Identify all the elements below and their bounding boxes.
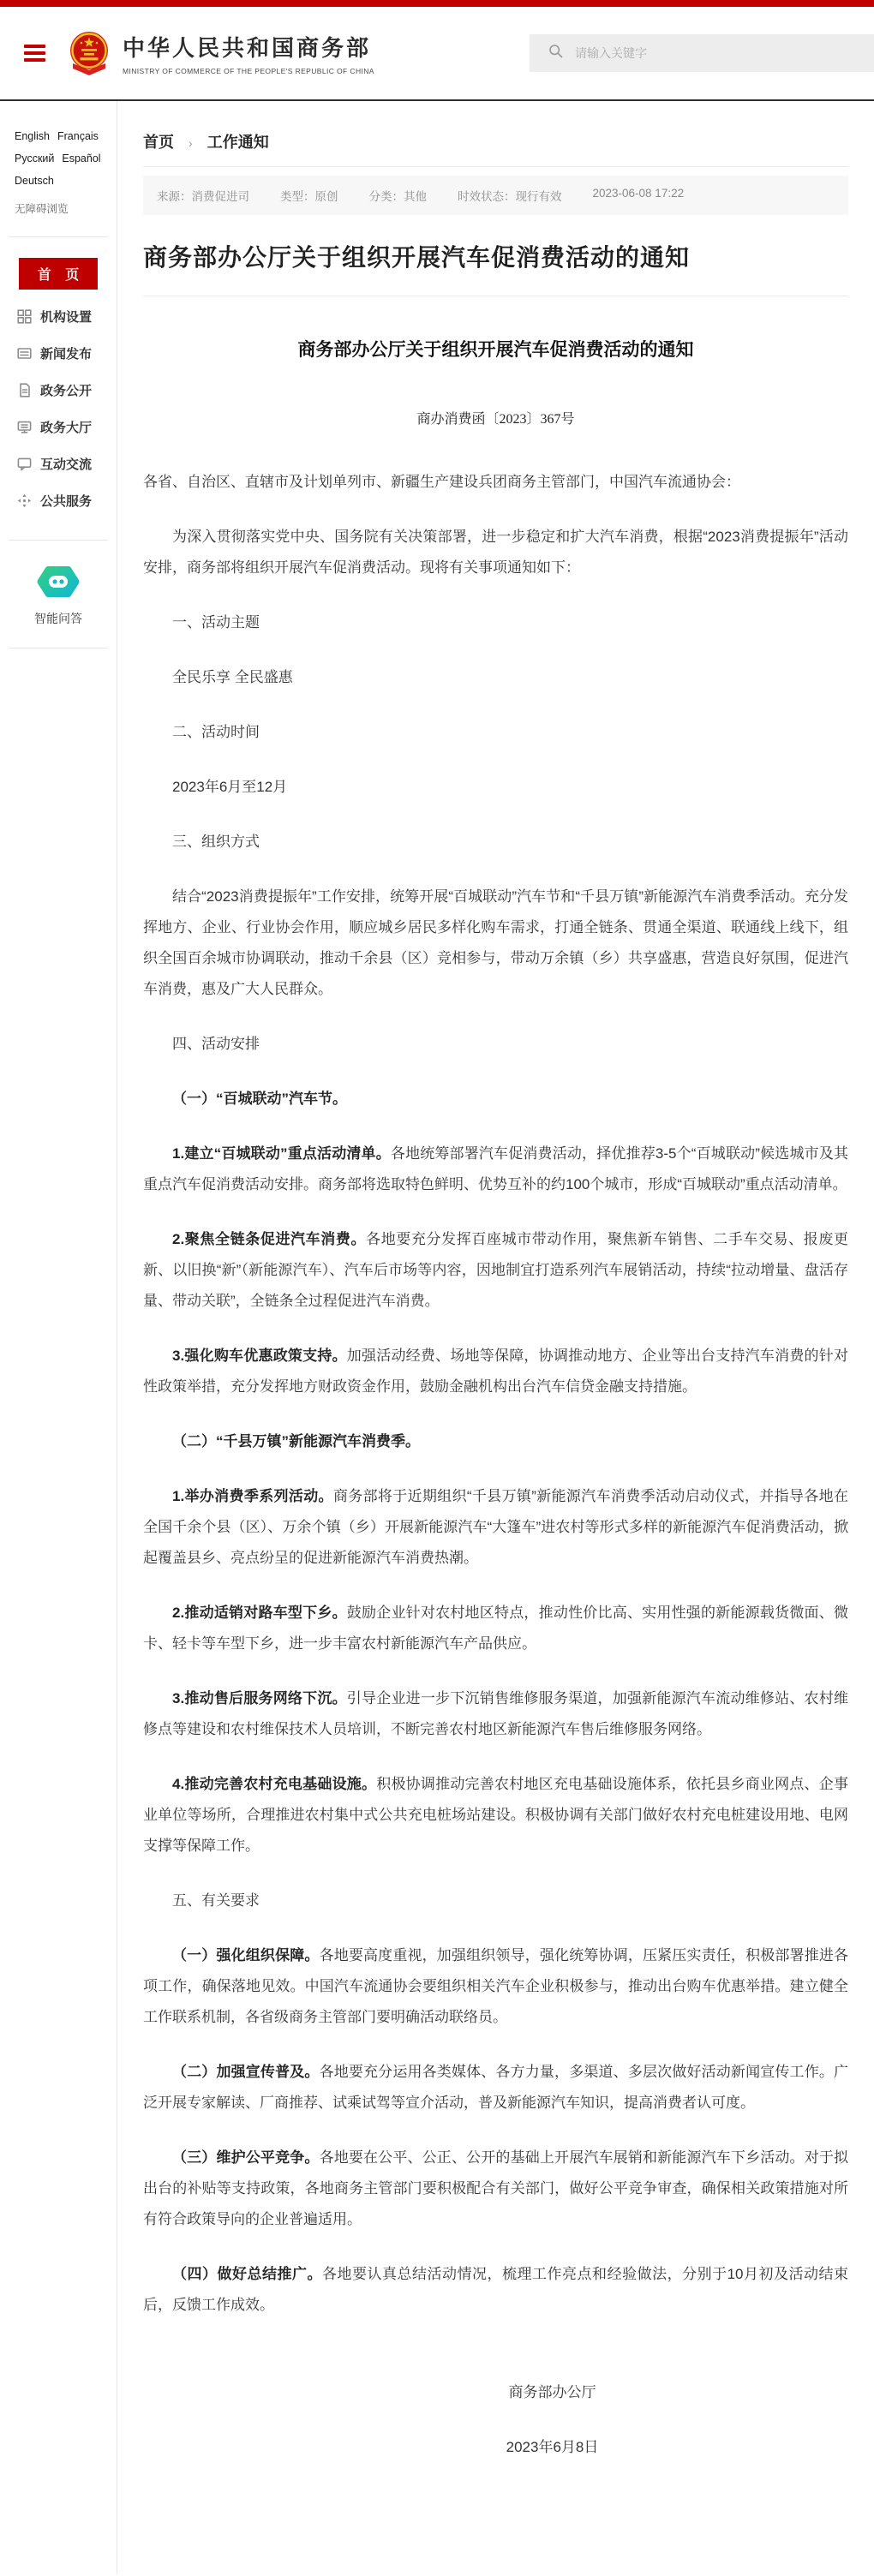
paragraph-lead: 1.建立“百城联动”重点活动清单。: [172, 1145, 391, 1162]
paragraph-lead: 2.推动适销对路车型下乡。: [172, 1605, 347, 1621]
article-paragraph: （一）强化组织保障。各地要高度重视，加强组织领导，强化统筹协调，压紧压实责任，积极部署推进各项工作，确保落地见效。中国汽车流通协会要组织相关汽车企业积极参与，推动出台购车优惠举措。建立健全工作联系机制，各省级商务主管部门要明确活动联络员。: [143, 1947, 849, 2025]
sidebar-item-interaction[interactable]: [0, 445, 117, 482]
section-heading: 四、活动安排: [172, 1036, 260, 1052]
meta-category: [369, 187, 428, 204]
sidebar-item-service-hall[interactable]: [0, 409, 117, 445]
hamburger-menu-icon[interactable]: [24, 45, 45, 62]
robot-icon: [0, 565, 117, 603]
language-link-russian[interactable]: Русский: [15, 152, 55, 164]
national-emblem-logo: [66, 29, 112, 77]
sidebar-divider: [9, 540, 108, 541]
smart-qa-label: 智能问答: [34, 612, 82, 625]
sidebar-menu: [0, 298, 117, 519]
paragraph-lead: 3.推动售后服务网络下沉。: [172, 1690, 347, 1706]
article-paragraph: 全民乐享 全民盛惠: [172, 669, 293, 685]
language-link-deutsch[interactable]: Deutsch: [15, 175, 54, 187]
language-link-espanol[interactable]: Español: [62, 152, 101, 164]
article-paragraph: 结合“2023消费提振年”工作安排，统筹开展“百城联动”汽车节和“千县万镇”新能源汽车消费季活动。充分发挥地方、企业、行业协会作用，顺应城乡居民多样化购车需求，打通全链条、贯通全渠道、联通线上线下，组织全国百余城市协调联动，推动千余县（区）竞相参与，带动万余镇（乡）共享盛惠，营造良好氛围，促进汽车消费，惠及广大人民群众。: [143, 888, 848, 997]
article-paragraph: （四）做好总结推广。各地要认真总结活动情况，梳理工作亮点和经验做法，分别于10月初及活动结束后，反馈工作成效。: [143, 2266, 848, 2313]
article-paragraph: （三）维护公平竞争。各地要在公平、公正、公开的基础上开展汽车展销和新能源汽车下乡活动。对于拟出台的补贴等支持政策，各地商务主管部门要积极配合有关部门，做好公平竞争审查，确保相关政策措施对所有符合政策导向的企业普遍适用。: [143, 2149, 849, 2227]
site-header: [0, 7, 874, 101]
document-number: 商办消费函〔2023〕367号: [416, 412, 575, 427]
language-link-francais[interactable]: Français: [57, 130, 99, 142]
breadcrumb-home[interactable]: 首页: [143, 134, 174, 151]
meta-status-label: 时效状态：: [458, 190, 516, 203]
search-icon: [548, 44, 563, 63]
article-meta: [143, 176, 848, 215]
meta-datetime: 2023-06-08 17:22: [592, 187, 685, 200]
sidebar-item-public-service[interactable]: [0, 482, 117, 519]
paragraph-lead: （三）维护公平竞争。: [172, 2149, 320, 2166]
meta-category-label: 分类：: [368, 190, 404, 203]
sidebar-item-label: 公共服务: [40, 494, 93, 509]
site-title: 中华人民共和国商务部: [123, 35, 372, 61]
paragraph-lead: 3.强化购车优惠政策支持。: [172, 1348, 347, 1364]
sidebar-item-label: 机构设置: [40, 310, 93, 325]
section-heading: 五、有关要求: [172, 1892, 260, 1909]
signature-date: 2023年6月8日: [506, 2439, 599, 2455]
accessibility-link[interactable]: 无障碍浏览: [15, 203, 69, 215]
meta-source-value: 消费促进司: [191, 190, 249, 203]
main-content: [117, 101, 874, 2574]
top-red-bar: [0, 0, 874, 7]
meta-source-label: 来源：: [157, 190, 192, 203]
sidebar-item-label: 政务大厅: [40, 421, 93, 435]
newspaper-icon: [17, 346, 32, 361]
article-paragraph: 2.推动适销对路车型下乡。鼓励企业针对农村地区特点，推动性价比高、实用性强的新能源载货微面、微卡、轻卡等车型下乡，进一步丰富农村新能源汽车产品供应。: [143, 1605, 848, 1652]
article-paragraph: 2023年6月至12月: [172, 779, 288, 795]
article-paragraph: 1.举办消费季系列活动。商务部将于近期组织“千县万镇”新能源汽车消费季活动启动仪式，并指导各地在全国千余个县（区）、万余个镇（乡）开展新能源汽车“大篷车”进农村等形式多样的新能源汽车促消费活动，掀起覆盖县乡、亮点纷呈的促进新能源汽车消费热潮。: [143, 1488, 848, 1566]
paragraph-lead: （一）强化组织保障。: [172, 1947, 320, 1963]
sidebar-item-label: 新闻发布: [40, 347, 93, 362]
paragraph-lead: （二）加强宣传普及。: [172, 2064, 320, 2080]
paragraph-lead: （四）做好总结推广。: [172, 2266, 323, 2282]
sidebar-item-label: 政务公开: [40, 384, 93, 398]
signature-organization: 商务部办公厅: [508, 2384, 596, 2400]
article-paragraph: 为深入贯彻落实党中央、国务院有关决策部署，进一步稳定和扩大汽车消费，根据“2023消费提振年”活动安排，商务部将组织开展汽车促消费活动。现将有关事项通知如下：: [143, 529, 848, 576]
article-paragraph: 各省、自治区、直辖市及计划单列市、新疆生产建设兵团商务主管部门，中国汽车流通协会：: [143, 474, 740, 490]
search-box: [530, 34, 874, 72]
chat-icon: [17, 457, 32, 471]
article-paragraph: 1.建立“百城联动”重点活动清单。各地统筹部署汽车促消费活动，择优推荐3-5个“百城联动”候选城市及其重点汽车促消费活动安排。商务部将选取特色鲜明、优势互补的约100个城市，形成“百城联动”重点活动清单。: [143, 1145, 848, 1192]
article-paragraph: 2.聚焦全链条促进汽车消费。各地要充分发挥百座城市带动作用，聚焦新车销售、二手车交易、报废更新、以旧换“新”（新能源汽车）、汽车后市场等内容，因地制宜打造系列汽车展销活动，持续“拉动增量、盘活存量、带动关联”，全链条全过程促进汽车消费。: [143, 1231, 848, 1309]
meta-category-value: 其他: [404, 190, 427, 203]
breadcrumb-current[interactable]: 工作通知: [207, 134, 269, 151]
section-heading: 一、活动主题: [172, 614, 260, 631]
sidebar: [0, 101, 117, 2574]
paragraph-lead: 4.推动完善农村充电基础设施。: [172, 1776, 377, 1792]
document-icon: [17, 383, 32, 397]
article-body: [143, 467, 848, 2321]
breadcrumb-separator-icon: ›: [189, 136, 193, 150]
smart-qa-button[interactable]: [0, 561, 117, 627]
meta-source: [157, 187, 249, 204]
site-title-block: [123, 31, 374, 75]
sidebar-item-news-release[interactable]: [0, 335, 117, 372]
article-paragraph: 4.推动完善农村充电基础设施。积极协调推动完善农村地区充电基础设施体系，依托县乡商业网点、企事业单位等场所，合理推进农村集中式公共充电桩场站建设。积极协调有关部门做好农村充电桩建设用地、电网支撑等保障工作。: [143, 1776, 848, 1854]
document-title: 商务部办公厅关于组织开展汽车促消费活动的通知: [297, 339, 694, 360]
meta-type: [280, 187, 338, 204]
language-links: [15, 130, 102, 187]
section-subheading: （二）“千县万镇”新能源汽车消费季。: [172, 1433, 420, 1449]
search-input[interactable]: [573, 45, 834, 61]
section-subheading: （一）“百城联动”汽车节。: [172, 1091, 347, 1107]
article-paragraph: 3.强化购车优惠政策支持。加强活动经费、场地等保障，协调推动地方、企业等出台支持汽车消费的针对性政策举措，充分发挥地方财政资金作用，鼓励金融机构出台汽车信贷金融支持措施。: [143, 1348, 848, 1395]
sidebar-item-label: 互动交流: [40, 457, 93, 472]
section-heading: 二、活动时间: [172, 724, 260, 740]
site-subtitle: MINISTRY OF COMMERCE OF THE PEOPLE'S REPUBLIC OF CHINA: [123, 67, 374, 75]
meta-status-value: 现行有效: [515, 190, 562, 203]
article: [143, 336, 848, 2463]
section-heading: 三、组织方式: [172, 834, 260, 850]
monitor-icon: [17, 420, 32, 434]
compass-icon: [17, 493, 32, 508]
paragraph-lead: 2.聚焦全链条促进汽车消费。: [172, 1231, 367, 1247]
article-paragraph: （二）加强宣传普及。各地要充分运用各类媒体、各方力量，多渠道、多层次做好活动新闻宣传工作。广泛开展专家解读、厂商推荐、试乘试驾等宣介活动，普及新能源汽车知识，提高消费者认可度。: [143, 2064, 849, 2111]
article-paragraph: 3.推动售后服务网络下沉。引导企业进一步下沉销售维修服务渠道，加强新能源汽车流动维修站、农村维修点等建设和农村维保技术人员培训，不断完善农村地区新能源汽车售后维修服务网络。: [143, 1690, 848, 1737]
sidebar-item-organization[interactable]: [0, 298, 117, 335]
page-title: 商务部办公厅关于组织开展汽车促消费活动的通知: [143, 239, 848, 296]
language-link-english[interactable]: English: [15, 130, 50, 142]
paragraph-lead: 1.举办消费季系列活动。: [172, 1488, 333, 1504]
meta-status: [458, 187, 562, 204]
meta-type-value: 原创: [314, 190, 338, 203]
sidebar-divider: [9, 236, 108, 237]
org-grid-icon: [17, 309, 32, 324]
sidebar-home-button[interactable]: 首 页: [19, 258, 98, 290]
sidebar-item-gov-disclosure[interactable]: [0, 372, 117, 409]
meta-type-label: 类型：: [280, 190, 315, 203]
breadcrumb: [143, 101, 848, 167]
